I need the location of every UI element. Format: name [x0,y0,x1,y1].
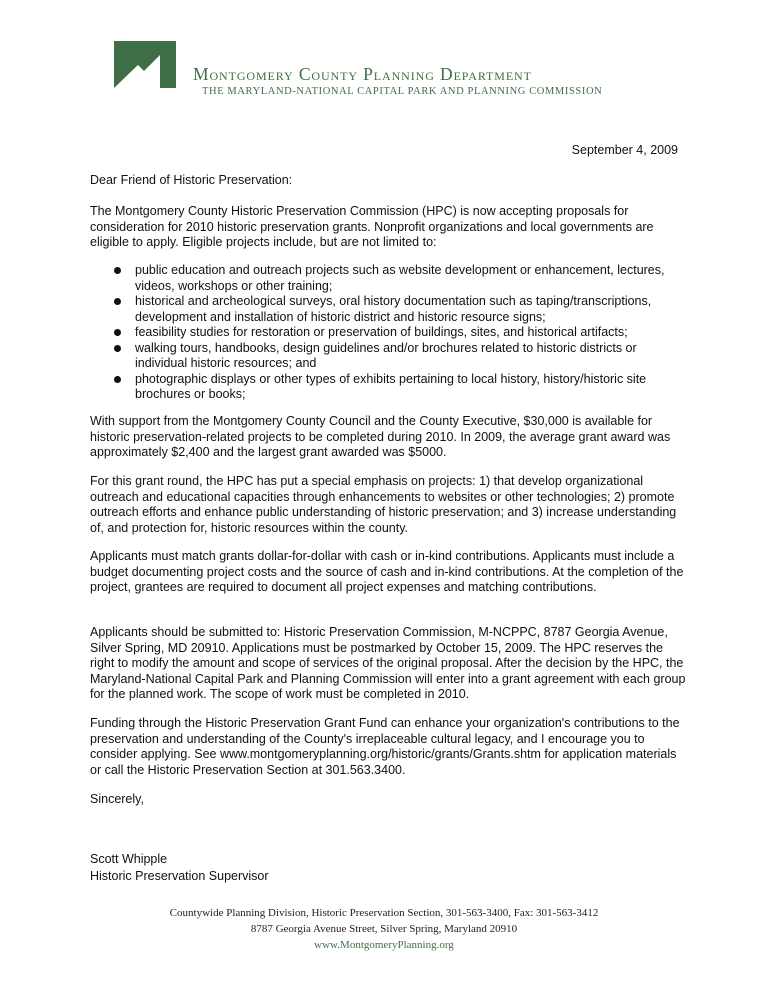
signer-name: Scott Whipple [90,852,168,866]
funding-paragraph: Funding through the Historic Preservation Grant Fund can enhance your organization's contributions to the preservation and understanding of the County's irreplaceable cultural legacy, and I encourage you to consider applying. See www.montgomeryplanning.org/historic/grants/Grants.shtm for application materials or call the Historic Preservation Section at 301.563.3400. [90,716,680,777]
closing: Sincerely, [90,792,144,806]
salutation: Dear Friend of Historic Preservation: [90,173,293,187]
bullet-icon [114,329,121,336]
signer-title: Historic Preservation Supervisor [90,869,269,883]
support-paragraph: With support from the Montgomery County Council and the County Executive, $30,000 is available for historic preservation-related projects to be completed during 2010. In 2009, the average grant award was approximately $2,400 and the largest grant awarded was $5000. [90,414,671,459]
match-paragraph: Applicants must match grants dollar-for-dollar with cash or in-kind contributions. Applicants must include a budget documenting project costs and the source of cash and in-kind contributions. At the completion of the project, grantees are required to document all project expenses and matching contributions. [90,549,684,594]
bullet-icon [114,376,121,383]
footer-website-link[interactable]: www.MontgomeryPlanning.org [314,939,454,951]
department-name: Montgomery County Planning Department [193,64,532,84]
list-item: public education and outreach projects such as website development or enhancement, lectures, videos, workshops or other training; [90,263,690,294]
eligible-projects-list [90,263,690,403]
bullet-icon [114,345,121,352]
list-item: photographic displays or other types of exhibits pertaining to local history, history/historic site brochures or books; [90,372,690,403]
bullet-icon [114,267,121,274]
letter-date: September 4, 2009 [571,143,678,157]
planning-department-logo [114,41,176,88]
commission-name: THE MARYLAND-NATIONAL CAPITAL PARK AND PLANNING COMMISSION [202,86,603,97]
list-item: feasibility studies for restoration or preservation of buildings, sites, and historical artifacts; [90,325,690,341]
footer [0,905,768,953]
bullet-icon [114,298,121,305]
emphasis-paragraph: For this grant round, the HPC has put a special emphasis on projects: 1) that develop organizational outreach and educational capacities through enhancements to websites or other technologies; 2) promote outreach efforts and enhance public understanding of historic preservation; and 3) increase understanding of, and protection for, historic resources within the county. [90,474,677,535]
intro-paragraph: The Montgomery County Historic Preservation Commission (HPC) is now accepting proposals for consideration for 2010 historic preservation grants. Nonprofit organizations and local governments are eligible to apply. Eligible projects include, but are not limited to: [90,204,654,249]
submission-paragraph: Applicants should be submitted to: Historic Preservation Commission, M-NCPPC, 8787 Georgia Avenue, Silver Spring, MD 20910. Applications must be postmarked by October 15, 2009. The HPC reserves the right to modify the amount and scope of services of the original proposal. After the decision by the HPC, the Maryland-National Capital Park and Planning Commission will enter into a grant agreement with each group for the planned work. The scope of work must be completed in 2010. [90,625,686,701]
list-item: historical and archeological surveys, oral history documentation such as taping/transcriptions, development and installation of historic district and historic resource signs; [90,294,690,325]
list-item: walking tours, handbooks, design guidelines and/or brochures related to historic districts or individual historic resources; and [90,341,690,372]
footer-contact-line: Countywide Planning Division, Historic Preservation Section, 301-563-3400, Fax: 301-563-3412 [169,907,599,919]
footer-address-line: 8787 Georgia Avenue Street, Silver Spring, Maryland 20910 [250,923,518,935]
